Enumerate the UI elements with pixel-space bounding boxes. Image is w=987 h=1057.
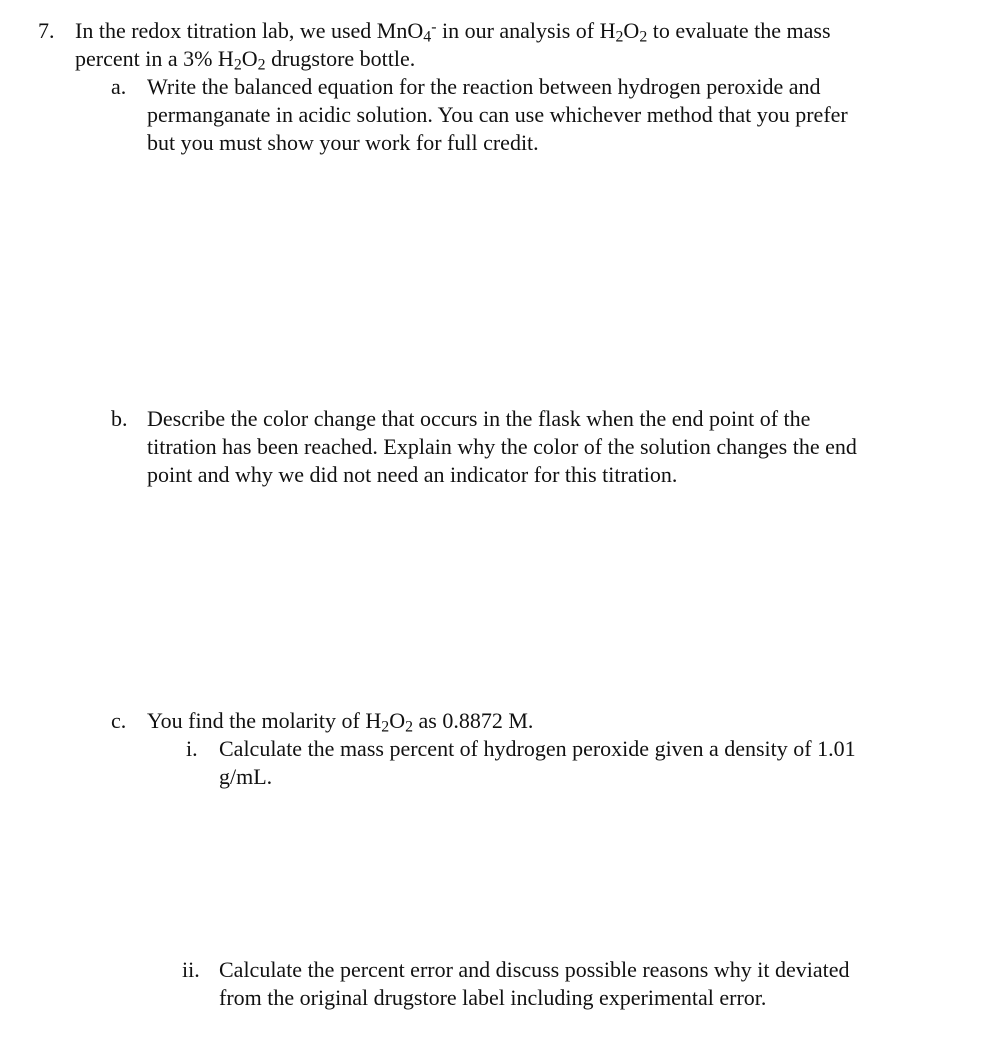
part-a-text-line-1: Write the balanced equation for the reaction between hydrogen peroxide and xyxy=(147,74,821,99)
part-b-line-2 xyxy=(0,433,987,461)
part-c-ii-label: ii. xyxy=(182,957,200,982)
part-c-ii-line-1 xyxy=(0,956,987,984)
part-b-line-3 xyxy=(0,461,987,489)
part-c-ii-line-2 xyxy=(0,984,987,1012)
question-7-line-1 xyxy=(0,17,987,45)
part-c-i-label: i. xyxy=(186,736,198,761)
question-7-text-line-2: percent in a 3% $H_2O_2$ drugstore bottle. xyxy=(75,46,416,74)
part-a-text-line-3: but you must show your work for full credit. xyxy=(147,130,539,155)
part-b-label: b. xyxy=(111,406,128,431)
part-b-text-line-2: titration has been reached. Explain why the color of the solution changes the end xyxy=(147,434,857,459)
part-a-label: a. xyxy=(111,74,127,99)
part-a-line-1 xyxy=(0,73,987,101)
question-7 xyxy=(0,17,987,73)
question-7-line-2 xyxy=(0,45,987,73)
part-a-line-3 xyxy=(0,129,987,157)
part-c-text-line-1: You find the molarity of $H_2O_2$ as 0.8872 M. xyxy=(147,708,534,736)
part-a-text-line-2: permanganate in acidic solution. You can use whichever method that you prefer xyxy=(147,102,848,127)
part-c xyxy=(0,707,987,791)
part-a-line-2 xyxy=(0,101,987,129)
part-c-label: c. xyxy=(111,708,127,733)
question-number: 7. xyxy=(38,18,55,43)
part-c-i-line-1 xyxy=(0,735,987,763)
part-c-i-text-line-2: g/mL. xyxy=(219,764,273,789)
part-b-text-line-3: point and why we did not need an indicator for this titration. xyxy=(147,462,678,487)
part-a xyxy=(0,73,987,157)
part-c-i-line-2 xyxy=(0,763,987,791)
part-c-ii xyxy=(0,956,987,1012)
part-c-i-text-line-1: Calculate the mass percent of hydrogen peroxide given a density of 1.01 xyxy=(219,736,856,761)
part-c-line-1 xyxy=(0,707,987,735)
part-b-text-line-1: Describe the color change that occurs in the flask when the end point of the xyxy=(147,406,811,431)
part-c-ii-text-line-1: Calculate the percent error and discuss possible reasons why it deviated xyxy=(219,957,850,982)
part-b xyxy=(0,405,987,489)
question-7-text-line-1: In the redox titration lab, we used MnO$_4$- in our analysis of $H_2O_2$ to evaluate the mass xyxy=(75,18,831,46)
part-b-line-1 xyxy=(0,405,987,433)
part-c-ii-text-line-2: from the original drugstore label including experimental error. xyxy=(219,985,767,1010)
